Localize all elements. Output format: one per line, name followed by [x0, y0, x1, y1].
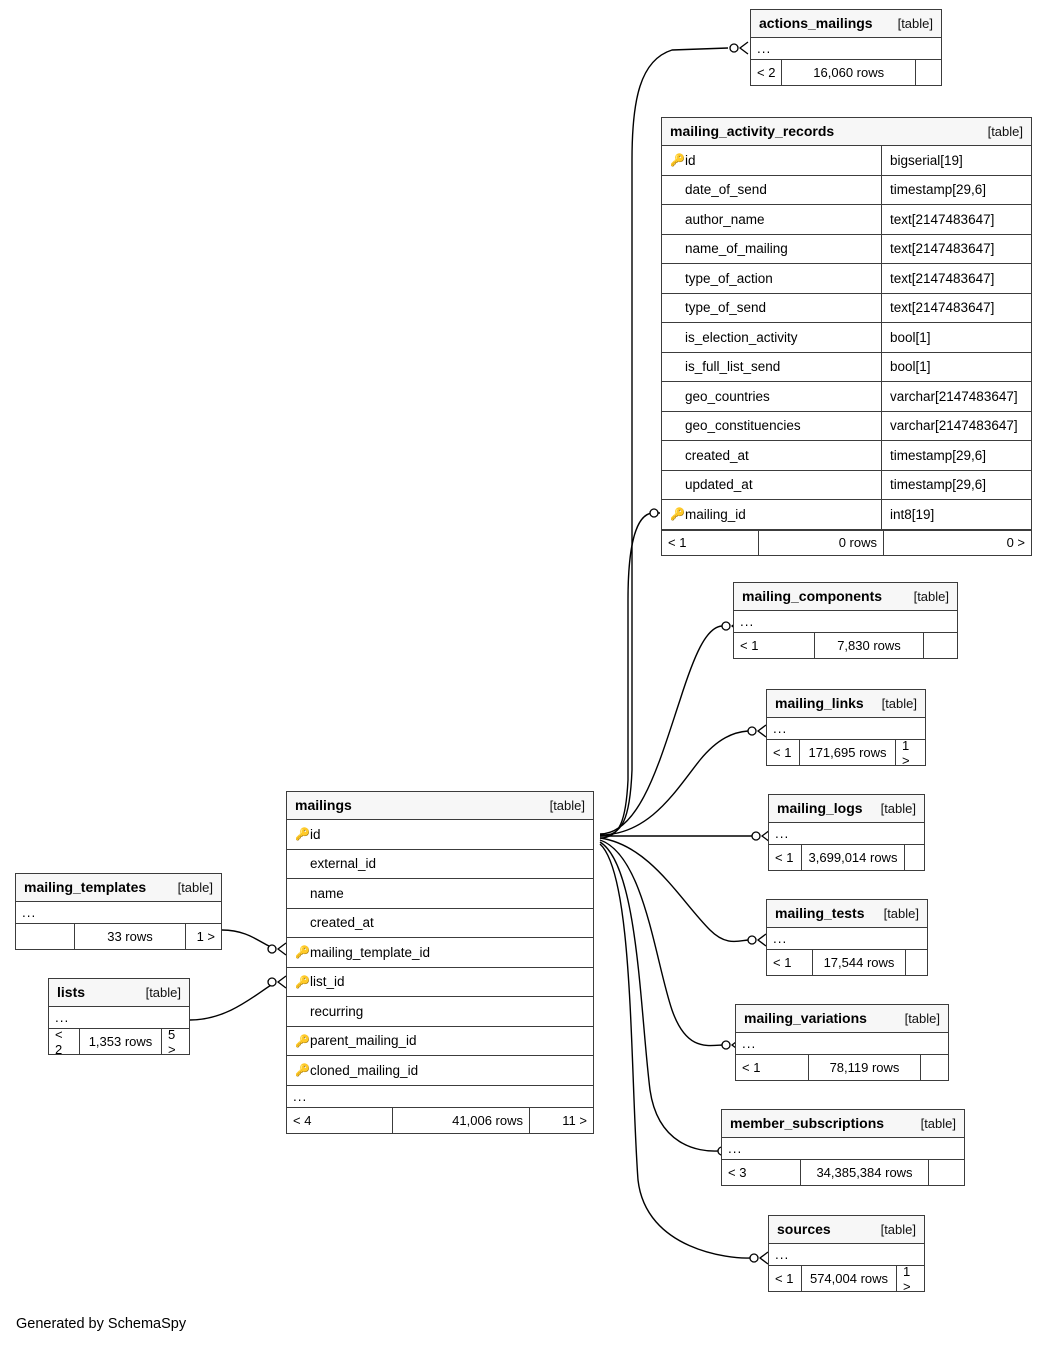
table-title: mailing_components: [742, 588, 883, 604]
column-name: external_id: [310, 856, 377, 872]
table-kind: [table]: [549, 797, 585, 813]
footer-children: [905, 950, 927, 975]
table-header: [767, 900, 927, 928]
column-name: is_election_activity: [685, 329, 798, 345]
table-mailing_logs[interactable]: [768, 794, 925, 871]
footer-parents: < 1: [775, 1271, 794, 1286]
column-type: varchar[2147483647]: [890, 418, 1018, 434]
footer-children: 11 >: [529, 1108, 593, 1133]
column-name: cloned_mailing_id: [310, 1062, 419, 1078]
footer-children: 0 >: [883, 531, 1031, 555]
columns-collapsed: ...: [769, 823, 924, 845]
columns-collapsed: ...: [769, 1244, 924, 1266]
column-type: timestamp[29,6]: [890, 477, 987, 493]
columns-collapsed: ...: [734, 611, 957, 633]
table-row[interactable]: [662, 323, 1031, 353]
table-mailing_templates[interactable]: [15, 873, 222, 950]
columns-collapsed: ...: [767, 928, 927, 950]
footer-parents: < 1: [775, 850, 794, 865]
table-footer: [767, 950, 927, 975]
table-title: mailings: [295, 797, 352, 813]
table-title: sources: [777, 1221, 831, 1237]
column-name: updated_at: [685, 477, 753, 493]
table-kind: [table]: [987, 123, 1023, 139]
columns-collapsed: ...: [16, 902, 221, 924]
table-title: lists: [57, 984, 86, 1000]
column-type: timestamp[29,6]: [890, 182, 987, 198]
table-row[interactable]: [662, 412, 1031, 442]
table-row[interactable]: [662, 441, 1031, 471]
table-row[interactable]: [662, 235, 1031, 265]
generator-credit: Generated by SchemaSpy: [16, 1316, 187, 1332]
column-name: geo_constituencies: [685, 418, 801, 434]
column-type: text[2147483647]: [890, 211, 995, 227]
table-kind: [table]: [881, 695, 917, 711]
columns-collapsed: ...: [736, 1033, 948, 1055]
table-row[interactable]: [287, 968, 593, 998]
table-header: [662, 118, 1031, 146]
table-footer: [287, 1108, 593, 1133]
table-kind: [table]: [177, 879, 213, 895]
column-name: name: [310, 885, 344, 901]
footer-children: [904, 845, 924, 870]
table-header: [767, 690, 925, 718]
footer-rowcount: 78,119 rows: [808, 1055, 920, 1080]
table-actions_mailings[interactable]: [750, 9, 942, 86]
column-type: int8[19]: [890, 506, 935, 522]
table-header: [751, 10, 941, 38]
footer-rowcount: 7,830 rows: [814, 633, 923, 658]
table-row[interactable]: [287, 1027, 593, 1057]
columns-collapsed: ...: [767, 718, 925, 740]
table-title: mailing_links: [775, 695, 864, 711]
column-name: parent_mailing_id: [310, 1033, 417, 1049]
footer-parents: < 1: [742, 1060, 761, 1075]
footer-parents: < 1: [740, 638, 759, 653]
table-row[interactable]: [662, 205, 1031, 235]
table-kind: [table]: [904, 1010, 940, 1026]
table-row[interactable]: [662, 294, 1031, 324]
table-footer: [751, 60, 941, 85]
table-row[interactable]: [287, 820, 593, 850]
column-name: type_of_action: [685, 270, 773, 286]
table-footer: [722, 1160, 964, 1185]
table-member_subscriptions[interactable]: [721, 1109, 965, 1186]
table-kind: [table]: [880, 1221, 916, 1237]
table-header: [722, 1110, 964, 1138]
table-header: [16, 874, 221, 902]
table-row[interactable]: [662, 176, 1031, 206]
table-footer: [16, 924, 221, 949]
column-name: recurring: [310, 1003, 364, 1019]
footer-children: 1 >: [185, 924, 221, 949]
columns-collapsed: ...: [751, 38, 941, 60]
table-kind: [table]: [883, 905, 919, 921]
footer-rowcount: 41,006 rows: [392, 1108, 529, 1133]
table-title: actions_mailings: [759, 15, 873, 31]
table-title: mailing_logs: [777, 800, 863, 816]
foreign-key-icon: 🔑: [295, 945, 310, 960]
column-name: id: [685, 152, 696, 168]
footer-rowcount: 0 rows: [758, 531, 883, 555]
table-kind: [table]: [920, 1115, 956, 1131]
footer-rowcount: 34,385,384 rows: [800, 1160, 928, 1185]
foreign-key-icon: 🔑: [670, 507, 685, 522]
table-row[interactable]: [662, 264, 1031, 294]
footer-children: 5 >: [161, 1029, 189, 1054]
footer-rowcount: 3,699,014 rows: [801, 845, 904, 870]
column-type: varchar[2147483647]: [890, 388, 1018, 404]
table-mailing_activity_records[interactable]: [661, 117, 1032, 556]
table-header: [49, 979, 189, 1007]
footer-parents: < 4: [293, 1112, 312, 1128]
table-header: [769, 795, 924, 823]
foreign-key-icon: 🔑: [295, 1033, 310, 1048]
column-name: date_of_send: [685, 182, 767, 198]
column-type: bigserial[19]: [890, 152, 963, 168]
table-mailing_variations[interactable]: [735, 1004, 949, 1081]
table-title: mailing_tests: [775, 905, 865, 921]
footer-rowcount: 16,060 rows: [781, 60, 915, 85]
footer-parents: < 2: [55, 1026, 63, 1057]
footer-rowcount: 574,004 rows: [801, 1266, 896, 1291]
footer-parents: < 1: [668, 535, 687, 550]
table-title: mailing_variations: [744, 1010, 867, 1026]
footer-parents: < 2: [757, 65, 776, 80]
primary-key-icon: 🔑: [670, 153, 685, 168]
primary-key-icon: 🔑: [295, 827, 310, 842]
columns-collapsed: ...: [287, 1086, 593, 1108]
foreign-key-icon: 🔑: [295, 974, 310, 989]
table-footer: [767, 737, 925, 768]
footer-rowcount: 1,353 rows: [79, 1029, 161, 1054]
table-header: [736, 1005, 948, 1033]
table-kind: [table]: [913, 588, 949, 604]
table-mailing_components[interactable]: [733, 582, 958, 659]
table-row[interactable]: [662, 471, 1031, 501]
table-mailing_tests[interactable]: [766, 899, 928, 976]
footer-rowcount: 17,544 rows: [812, 950, 905, 975]
column-type: bool[1]: [890, 359, 931, 375]
table-row[interactable]: [662, 353, 1031, 383]
table-title: member_subscriptions: [730, 1115, 885, 1131]
table-kind: [table]: [145, 984, 181, 1000]
table-row[interactable]: [662, 146, 1031, 176]
column-name: name_of_mailing: [685, 241, 788, 257]
table-mailing_links[interactable]: [766, 689, 926, 766]
table-row[interactable]: [662, 382, 1031, 412]
footer-children: [915, 60, 941, 85]
table-row[interactable]: [287, 909, 593, 939]
table-footer: [769, 1263, 924, 1294]
footer-parents: [16, 924, 74, 949]
table-sources[interactable]: [768, 1215, 925, 1292]
column-type: text[2147483647]: [890, 241, 995, 257]
table-row[interactable]: [662, 500, 1031, 530]
column-name: list_id: [310, 974, 345, 990]
table-header: [769, 1216, 924, 1244]
column-name: created_at: [310, 915, 374, 931]
footer-children: [928, 1160, 964, 1185]
table-footer: [736, 1055, 948, 1080]
footer-rowcount: 33 rows: [74, 924, 185, 949]
table-footer: [734, 633, 957, 658]
column-name: is_full_list_send: [685, 359, 781, 375]
table-header: [734, 583, 957, 611]
column-type: bool[1]: [890, 329, 931, 345]
table-kind: [table]: [897, 15, 933, 31]
column-name: mailing_template_id: [310, 944, 431, 960]
table-row[interactable]: [287, 879, 593, 909]
table-row[interactable]: [287, 997, 593, 1027]
table-row[interactable]: [287, 850, 593, 880]
table-title: mailing_activity_records: [670, 123, 835, 139]
table-footer: [662, 530, 1031, 555]
table-title: mailing_templates: [24, 879, 147, 895]
column-name: created_at: [685, 447, 749, 463]
footer-parents: < 3: [728, 1165, 747, 1180]
column-name: mailing_id: [685, 506, 746, 522]
footer-children: 1 >: [895, 740, 925, 765]
column-name: type_of_send: [685, 300, 767, 316]
footer-children: [920, 1055, 948, 1080]
column-name: id: [310, 826, 321, 842]
table-kind: [table]: [880, 800, 916, 816]
column-type: text[2147483647]: [890, 270, 995, 286]
columns-collapsed: ...: [722, 1138, 964, 1160]
footer-parents: < 1: [773, 745, 792, 760]
column-name: geo_countries: [685, 388, 770, 404]
column-type: timestamp[29,6]: [890, 447, 987, 463]
table-row[interactable]: [287, 938, 593, 968]
footer-children: 1 >: [896, 1266, 924, 1291]
column-name: author_name: [685, 211, 765, 227]
footer-rowcount: 171,695 rows: [799, 740, 895, 765]
table-lists[interactable]: [48, 978, 190, 1055]
column-type: text[2147483647]: [890, 300, 995, 316]
foreign-key-icon: 🔑: [295, 1063, 310, 1078]
footer-children: [923, 633, 957, 658]
table-row[interactable]: [287, 1056, 593, 1086]
footer-parents: < 1: [773, 955, 792, 970]
columns-collapsed: ...: [49, 1007, 189, 1029]
table-footer: [49, 1026, 189, 1057]
table-footer: [769, 845, 924, 870]
table-header: [287, 792, 593, 820]
table-mailings[interactable]: [286, 791, 594, 1134]
